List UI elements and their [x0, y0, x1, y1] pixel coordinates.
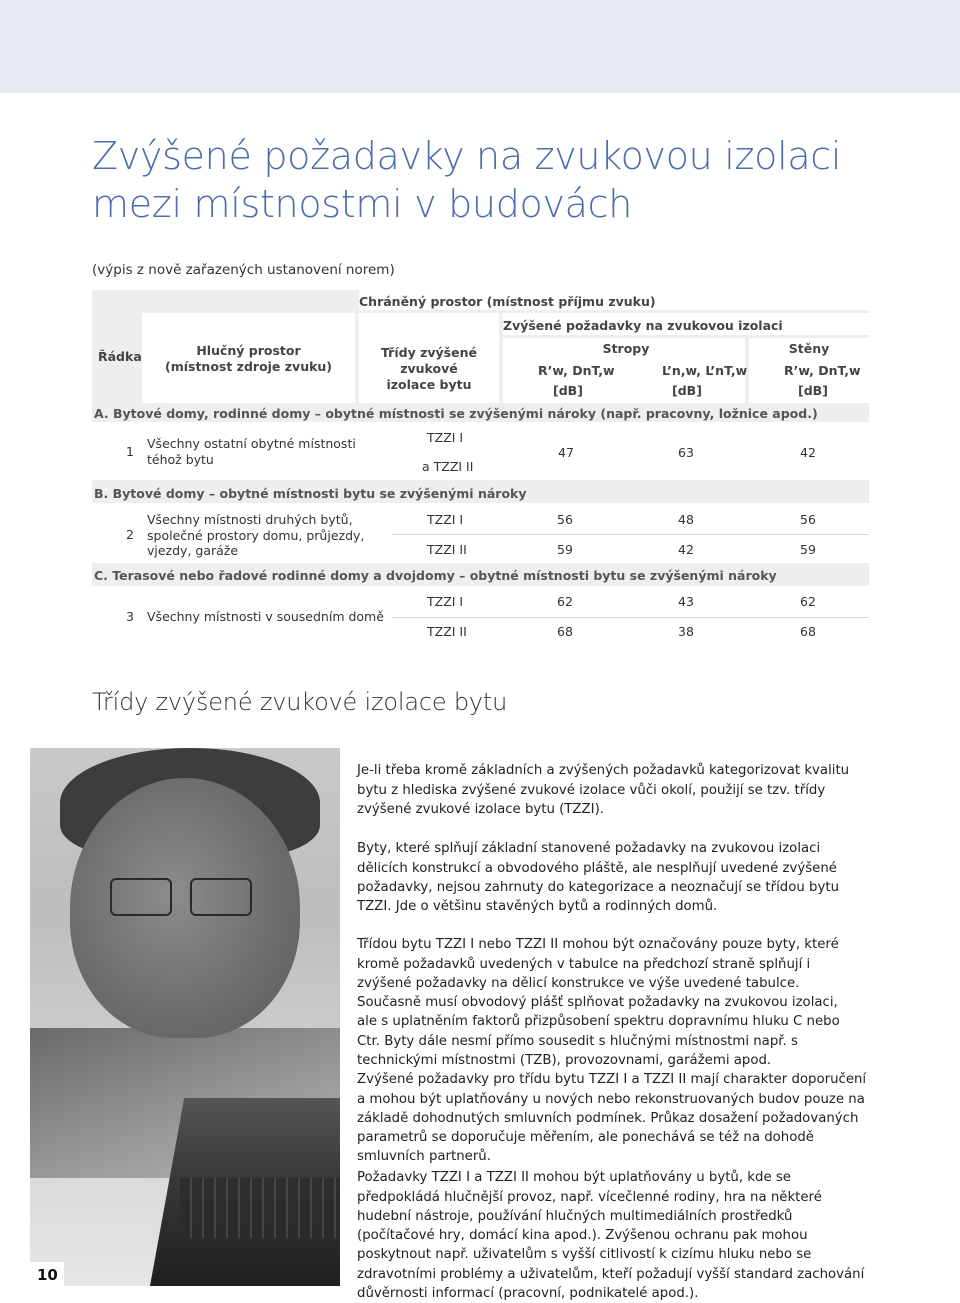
col-header-classes-2: zvukové [400, 361, 458, 376]
row-2a-class: TZZI I [427, 512, 464, 527]
man-with-laptop-photo [30, 748, 340, 1286]
row-3b-value-2: 38 [678, 624, 694, 639]
col-header-ceilings: Stropy [602, 341, 650, 356]
row-1-value-3: 42 [800, 445, 816, 460]
col-header-protected: Chráněný prostor (místnost příjmu zvuku) [359, 294, 656, 309]
row-2b-value-3: 59 [800, 542, 816, 557]
row-2a-value-2: 48 [678, 512, 694, 527]
photo-head [70, 778, 300, 1038]
row-3b-value-1: 68 [557, 624, 573, 639]
row-2b-value-2: 42 [678, 542, 694, 557]
row-1-value-1: 47 [558, 445, 574, 460]
title-line-2: mezi místnostmi v budovách [92, 182, 633, 226]
top-band [0, 0, 960, 93]
col-header-ln: L’n,w, L’nT,w [662, 363, 748, 378]
row-1-number: 1 [126, 444, 134, 459]
row-3-divider [392, 617, 869, 618]
col-header-classes-3: izolace bytu [386, 377, 472, 392]
requirements-table [92, 290, 869, 647]
row-3-number: 3 [126, 609, 134, 624]
col-header-rw-walls: R’w, DnT,w [784, 363, 861, 378]
row-1-desc-2: téhož bytu [147, 452, 214, 467]
unit-db-2: [dB] [672, 383, 702, 398]
row-3b-class: TZZI II [427, 624, 467, 639]
subtitle: (výpis z nově zařazených ustanovení norem) [92, 262, 395, 278]
col-header-requirements: Zvýšené požadavky na zvukovou izolaci [503, 318, 783, 333]
row-2a-value-1: 56 [557, 512, 573, 527]
photo-glasses-right [190, 878, 252, 916]
row-3b-value-3: 68 [800, 624, 816, 639]
page-number: 10 [37, 1266, 58, 1284]
col-header-source-1: Hlučný prostor [196, 343, 301, 358]
col-header-classes-1: Třídy zvýšené [381, 345, 477, 360]
row-3a-class: TZZI I [427, 594, 464, 609]
row-2b-value-1: 59 [557, 542, 573, 557]
section-b-heading: B. Bytové domy – obytné místnosti bytu se zvýšenými nároky [94, 486, 527, 501]
row-1-class-1: TZZI I [427, 430, 464, 445]
row-2a-value-3: 56 [800, 512, 816, 527]
title-line-1: Zvýšené požadavky na zvukovou izolaci [92, 134, 842, 178]
photo-keyboard [180, 1178, 340, 1238]
unit-db-1: [dB] [553, 383, 583, 398]
section-c-heading: C. Terasové nebo řadové rodinné domy a dvojdomy – obytné místnosti bytu se zvýšenými nároky [94, 568, 777, 583]
section-heading: Třídy zvýšené zvukové izolace bytu [92, 688, 508, 716]
row-3a-value-2: 43 [678, 594, 694, 609]
row-2-desc-3: vjezdy, garáže [147, 543, 239, 558]
photo-glasses-left [110, 878, 172, 916]
row-1-class-2: a TZZI II [422, 459, 474, 474]
row-3-desc: Všechny místnosti v sousedním domě [147, 609, 384, 624]
section-a-heading: A. Bytové domy, rodinné domy – obytné místnosti se zvýšenými nároky (např. pracovny, ložnice apod.) [94, 406, 818, 421]
row-2-divider [392, 534, 869, 535]
col-header-row: Řádka [98, 349, 142, 364]
unit-db-3: [dB] [798, 383, 828, 398]
col-header-rw: R’w, DnT,w [538, 363, 615, 378]
col-header-walls: Stěny [788, 341, 830, 356]
paragraph-1: Je-li třeba kromě základních a zvýšených požadavků kategorizovat kvalitu bytu z hlediska zvýšené zvukové izolace vůči okolí, použijí se tzv. třídy zvýšené zvukové izolace bytu (TZZI). [357, 763, 850, 817]
row-3a-value-1: 62 [557, 594, 573, 609]
row-1-desc-1: Všechny ostatní obytné místnosti [147, 436, 356, 451]
row-2-number: 2 [126, 527, 134, 542]
paragraph-3: Třídou bytu TZZI I nebo TZZI II mohou být označovány pouze byty, které kromě požadavků uvedených v tabulce na předchozí straně splňují i zvýšené požadavky na dělicí konstrukce ve výše uvedené tabulce. Současně musí obvodový plášť splňovat požadavky na zvukovou izolaci, ale s uplatněním faktorů přizpůsobení spektru dopravnímu hluku C nebo Ctr. Byty dále nesmí přímo sousedit s hlučnými místnostmi např. s technickými místnostmi (TZB), provozovnami, garážemi apod. [357, 937, 840, 1069]
row-2-desc-1: Všechny místnosti druhých bytů, [147, 512, 353, 527]
col-header-source-2: (místnost zdroje zvuku) [164, 359, 333, 374]
row-2-desc-2: společné prostory domu, průjezdy, [147, 528, 365, 543]
paragraph-4: Zvýšené požadavky pro třídu bytu TZZI I a TZZI II mají charakter doporučení a mohou být uplatňovány u nových nebo rekonstruovaných budov pouze na základě dohodnutých smluvních podmínek. Průkaz dosažení požadovaných parametrů se doporučuje měřením, ale ponechává se též na dohodě smluvních partnerů. [357, 1072, 867, 1165]
paragraph-2: Byty, které splňují základní stanovené požadavky na zvukovou izolaci dělicích konstrukcí a obvodového pláště, ale nesplňují uvedené zvýšené požadavky, nejsou zahrnuty do kategorizace a neoznačují se třídou bytu TZZI. Jde o většinu stavěných bytů a rodinných domů. [357, 841, 839, 915]
row-1-value-2: 63 [678, 445, 694, 460]
page-title [92, 132, 872, 228]
paragraph-5: Požadavky TZZI I a TZZI II mohou být uplatňovány u bytů, kde se předpokládá hlučnější provoz, např. vícečlenné rodiny, hra na některé hudební nástroje, používání hlučných multimediálních prostředků (počítačové hry, domácí kina apod.). Zvýšenou ochranu pak mohou poskytnout např. uživatelům s vyšší citlivostí k cizímu hluku nebo se zdravotními problémy a uživatelům, kteří požadují vyšší standard zachování důvěrnosti informací (pracovní, podnikatelé apod.). [357, 1170, 865, 1302]
row-2b-class: TZZI II [427, 542, 467, 557]
row-3a-value-3: 62 [800, 594, 816, 609]
